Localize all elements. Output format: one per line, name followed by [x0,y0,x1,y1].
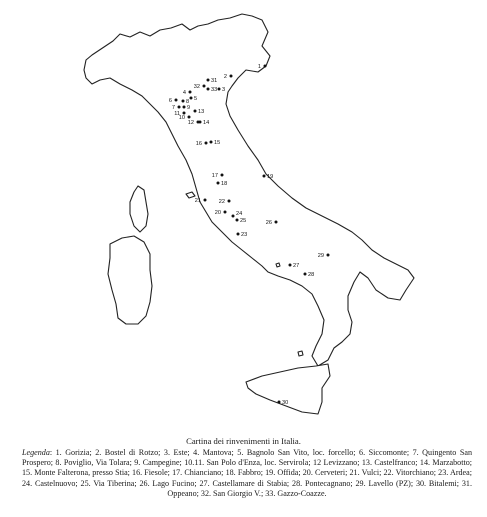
map-legend [22,448,472,499]
site-label-23: 23 [241,232,248,238]
site-label-3: 3 [222,87,226,93]
map-caption: Cartina dei rinvenimenti in Italia. [186,436,301,446]
site-label-31: 31 [211,78,218,84]
site-marker-17 [221,174,224,177]
site-label-10: 10 [178,115,185,121]
site-label-2: 2 [223,74,227,80]
site-marker-32 [203,85,206,88]
site-label-18: 18 [221,181,228,187]
site-label-27: 27 [293,263,300,269]
site-label-4: 4 [182,90,186,96]
site-marker-24 [232,215,235,218]
site-marker-11 [183,112,186,115]
site-label-21: 21 [194,198,201,204]
site-label-17: 17 [211,173,218,179]
site-marker-1 [264,65,267,68]
elba-outline [186,192,195,198]
site-marker-28 [304,273,307,276]
site-label-20: 20 [214,210,221,216]
site-marker-23 [237,233,240,236]
site-marker-3 [218,88,221,91]
site-marker-27 [289,264,292,267]
site-marker-8 [182,100,185,103]
site-label-5: 5 [194,96,198,102]
site-marker-26 [275,221,278,224]
site-marker-18 [217,182,220,185]
site-marker-30 [278,401,281,404]
site-marker-5 [190,97,193,100]
site-label-11: 11 [174,111,180,117]
site-label-26: 26 [265,220,272,226]
site-marker-22 [228,200,231,203]
site-marker-16 [205,142,208,145]
site-marker-2 [230,75,233,78]
corsica-outline [130,186,148,232]
site-label-1: 1 [257,64,261,70]
site-label-6: 6 [168,98,172,104]
legend-text: : 1. Gorizia; 2. Bostel di Rotzo; 3. Este; 4. Mantova; 5. Bagnolo San Vito, loc. forcello; 6. Siccomonte; 7. Quingento San Prospero; 8. Poviglio, Via Tolara; 9. Campegine; 10.11. San Polo d'Enza, loc. Servirola; 12 Levizzano; 13. Castelfranco; 14. Marzabotto; 15. Monte Falterona, presso Stia; 16. Fiesole; 17. Chianciano; 18. Fabbro; 19. Offida; 20. Cerveteri; 21. Vulci; 22. Vitorchiano; 23. Ardea; 24. Castelnuovo; 25. Via Tiberina; 26. Lago Fucino; 27. Castellamare di Stabia; 28. Pontecagnano; 29. Lavello (PZ); 30. Bitalemi; 31. Oppeano; 32. San Giorgio V.; 33. Gazzo-Coazze. [22,448,472,498]
site-marker-19 [263,175,266,178]
site-marker-25 [236,219,239,222]
site-label-29: 29 [317,253,324,259]
site-marker-14 [199,121,202,124]
site-marker-20 [224,211,227,214]
site-marker-13 [194,110,197,113]
legend-label: Legenda [22,448,50,457]
site-marker-7 [178,106,181,109]
site-label-9: 9 [187,105,191,111]
site-marker-15 [210,141,213,144]
site-label-32: 32 [193,84,200,90]
island-ponza [276,263,280,267]
site-label-28: 28 [308,272,315,278]
site-label-14: 14 [203,120,210,126]
site-marker-9 [183,106,186,109]
site-label-19: 19 [267,174,274,180]
site-label-16: 16 [195,141,202,147]
site-label-8: 8 [186,99,190,105]
site-label-7: 7 [171,105,175,111]
site-marker-29 [327,254,330,257]
site-label-15: 15 [214,140,221,146]
site-marker-21 [204,199,207,202]
island-lipari [298,351,303,356]
site-label-30: 30 [282,400,289,406]
site-label-33: 33 [211,87,218,93]
site-label-12: 12 [187,120,194,126]
site-label-22: 22 [218,199,225,205]
site-label-24: 24 [236,211,243,217]
site-marker-33 [207,88,210,91]
site-label-25: 25 [240,218,247,224]
site-marker-6 [175,99,178,102]
site-label-13: 13 [198,109,205,115]
site-marker-10 [188,116,191,119]
sicily-outline [246,364,330,414]
site-marker-31 [207,79,210,82]
site-marker-4 [189,91,192,94]
sardinia-outline [108,236,152,324]
